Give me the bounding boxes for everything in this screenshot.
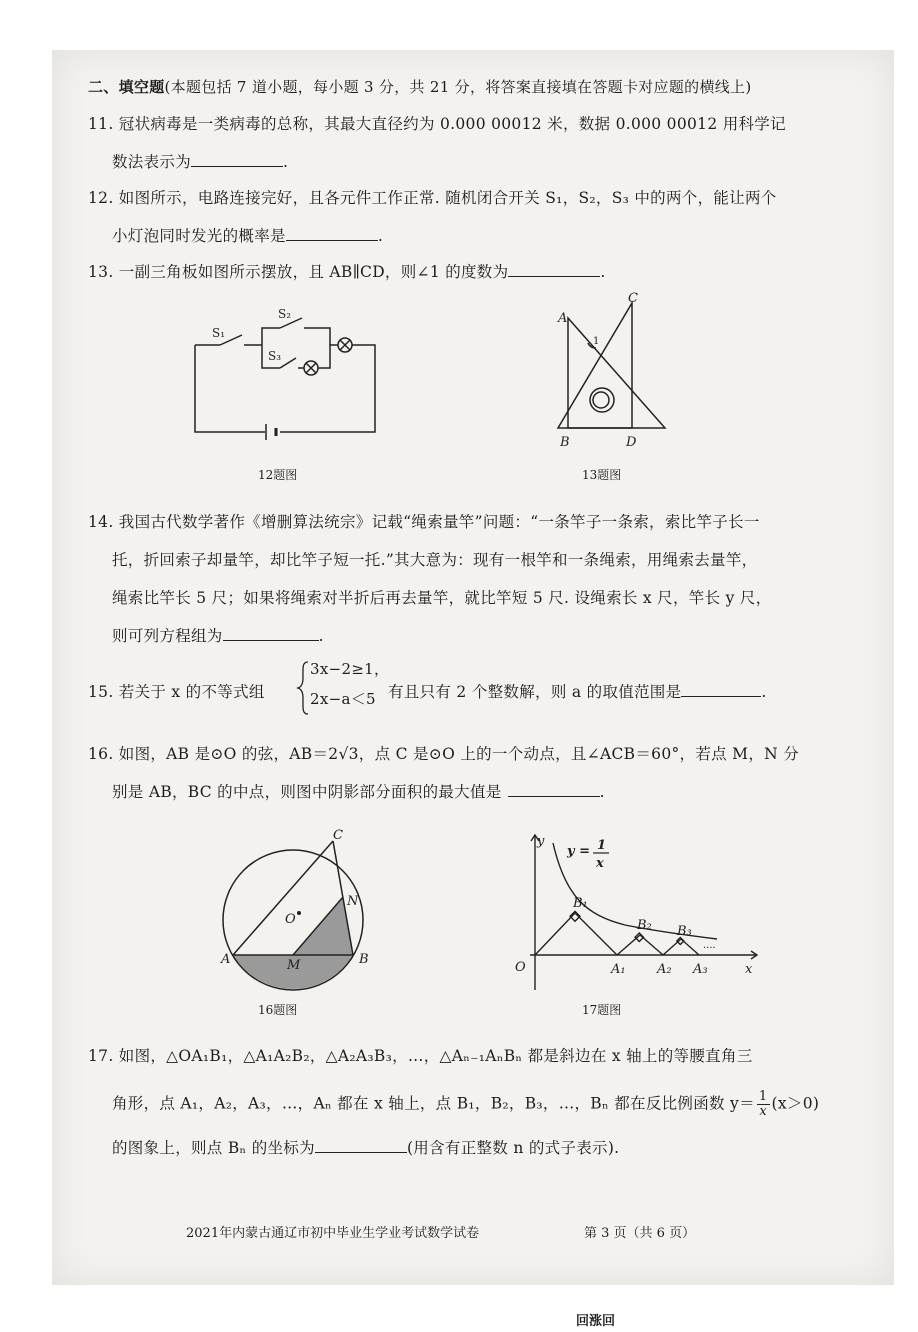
triangle-3 (663, 939, 699, 955)
q17-answer-blank[interactable] (315, 1138, 407, 1153)
q13-period: . (600, 263, 606, 281)
label-n: N (347, 894, 359, 909)
q15-answer-blank[interactable] (681, 682, 761, 697)
q15-period: . (761, 683, 767, 701)
label-angle-1: 1 (593, 336, 600, 347)
wire-bottom-right (318, 345, 338, 368)
func-numerator: 1 (597, 838, 607, 853)
label-x: x (745, 962, 753, 977)
figure-12-circuit (180, 300, 390, 450)
q16-line2 (112, 780, 605, 802)
qr-code-label: 回涨回 (576, 1314, 616, 1329)
label-s1: S₁ (212, 326, 226, 340)
footer-page: 第 3 页（共 6 页） (584, 1226, 696, 1241)
label-m: M (287, 958, 301, 973)
triangle-2 (617, 935, 663, 955)
label-b: B (560, 435, 570, 450)
figure-17-caption: 17题图 (582, 1003, 622, 1017)
section-desc: (本题包括 7 道小题，每小题 3 分，共 21 分，将答案直接填在答题卡对应题的横线上) (164, 78, 752, 96)
label-b3: B₃ (677, 924, 692, 939)
q16-period: . (599, 783, 605, 801)
q13-answer-blank[interactable] (508, 262, 600, 277)
q12-answer-blank[interactable] (286, 226, 378, 241)
label-s3: S₃ (268, 349, 282, 363)
q17-line1: 17. 如图，△OA₁B₁，△A₁A₂B₂，△A₂A₃B₃，…，△Aₙ₋₁AₙBₙ 都是斜边在 x 轴上的等腰直角三 (88, 1047, 753, 1065)
label-c: C (333, 828, 343, 843)
q14-line1: 14. 我国古代数学著作《增删算法统宗》记载“绳索量竿”问题：“一条竿子一条索，索比竿子长一 (88, 513, 760, 531)
q16-line1: 16. 如图，AB 是⊙O 的弦，AB＝2√3，点 C 是⊙O 上的一个动点，且∠ACB＝60°，若点 M，N 分 (88, 745, 800, 763)
left-brace-icon (296, 660, 310, 716)
q15-rest (388, 680, 767, 702)
q17-text2: 角形，点 A₁，A₂，A₃，…，Aₙ 都在 x 轴上，点 B₁，B₂，B₃，…，Bₙ 都在反比例函数 y＝ (112, 1094, 755, 1113)
q11-period: . (283, 153, 289, 171)
q17-hint: (用含有正整数 n 的式子表示). (406, 1139, 620, 1157)
wire-top-right (304, 328, 330, 345)
center-point (297, 911, 301, 915)
q16-text: 别是 AB，BC 的中点，则图中阴影部分面积的最大值是 (112, 783, 502, 801)
figure-13-set-squares (550, 288, 680, 453)
figure-17-graph (495, 825, 765, 995)
q14-text: 则可列方程组为 (112, 627, 223, 645)
q15-condition: 有且只有 2 个整数解，则 a 的取值范围是 (388, 683, 682, 701)
q14-line4 (112, 624, 324, 646)
q14-period: . (318, 627, 324, 645)
q14-line2: 托，折回索子却量竿，却比竿子短一托.”其大意为：现有一根竿和一条绳索，用绳索去量竿， (112, 551, 758, 569)
figure-12-caption: 12题图 (258, 468, 298, 482)
figure-16-caption: 16题图 (258, 1003, 298, 1017)
ring-inner (593, 392, 609, 408)
q12-line2 (112, 224, 383, 246)
func-lhs: y = (567, 844, 590, 859)
q17-text3: 的图象上，则点 Bₙ 的坐标为 (112, 1139, 315, 1157)
label-a: A (558, 311, 568, 326)
q12-period: . (377, 227, 384, 245)
q17-line3 (112, 1136, 619, 1158)
q17-line2 (112, 1090, 819, 1119)
q16-answer-blank[interactable] (508, 782, 600, 797)
label-o: O (285, 912, 296, 927)
q17-fraction-num: 1 (758, 1089, 768, 1104)
q11-answer-blank[interactable] (191, 152, 283, 167)
continuation-dots: ···· (703, 943, 716, 954)
q17-domain: (x＞0) (771, 1094, 820, 1113)
figure-16-circle (215, 825, 385, 995)
section-header (88, 76, 752, 97)
q12-line1: 12. 如图所示，电路连接完好，且各元件工作正常. 随机闭合开关 S₁，S₂，S₃ 中的两个，能让两个 (88, 189, 777, 207)
label-a: A (221, 952, 231, 967)
q12-text: 小灯泡同时发光的概率是 (112, 227, 286, 245)
label-b: B (359, 952, 369, 967)
q11-text: 数法表示为 (112, 153, 192, 171)
circuit-wire-left (195, 345, 265, 432)
q17-fraction-den: x (759, 1104, 768, 1119)
q11-line1: 11. 冠状病毒是一类病毒的总称，其最大直径约为 0.000 00012 米，数据 0.000 00012 用科学记 (88, 115, 786, 133)
q13-line (88, 260, 606, 282)
q13-text: 13. 一副三角板如图所示摆放，且 AB∥CD，则∠1 的度数为 (88, 263, 509, 281)
label-b1: B₁ (573, 896, 588, 911)
q11-line2 (112, 150, 288, 172)
label-a1: A₁ (611, 962, 626, 977)
q15-ineq1: 3x−2≥1， (310, 660, 390, 678)
label-y: y (537, 834, 545, 849)
switch-s3 (280, 358, 296, 368)
label-c: C (628, 291, 638, 306)
q17-fraction (757, 1090, 770, 1119)
section-title: 二、填空题 (88, 78, 165, 96)
q15-ineq2: 2x−a＜5 (310, 690, 376, 708)
circuit-wire-right (280, 345, 375, 432)
q14-answer-blank[interactable] (223, 626, 319, 641)
footer-title: 2021年内蒙古通辽市初中毕业生学业考试数学试卷 (186, 1226, 480, 1241)
q14-line3: 绳索比竿长 5 尺；如果将绳索对半折后再去量竿，就比竿短 5 尺. 设绳索长 x 尺，竿长 y 尺， (112, 589, 772, 607)
label-o: O (515, 960, 526, 975)
label-a2: A₂ (657, 962, 672, 977)
label-s2: S₂ (278, 307, 292, 321)
label-d: D (626, 435, 637, 450)
label-b2: B₂ (637, 918, 652, 933)
triangle-abd (568, 318, 665, 428)
q15-text: 15. 若关于 x 的不等式组 (88, 683, 265, 701)
label-a3: A₃ (693, 962, 708, 977)
figure-13-caption: 13题图 (582, 468, 622, 482)
func-denominator: x (596, 856, 604, 871)
wire-top-left (262, 328, 280, 345)
